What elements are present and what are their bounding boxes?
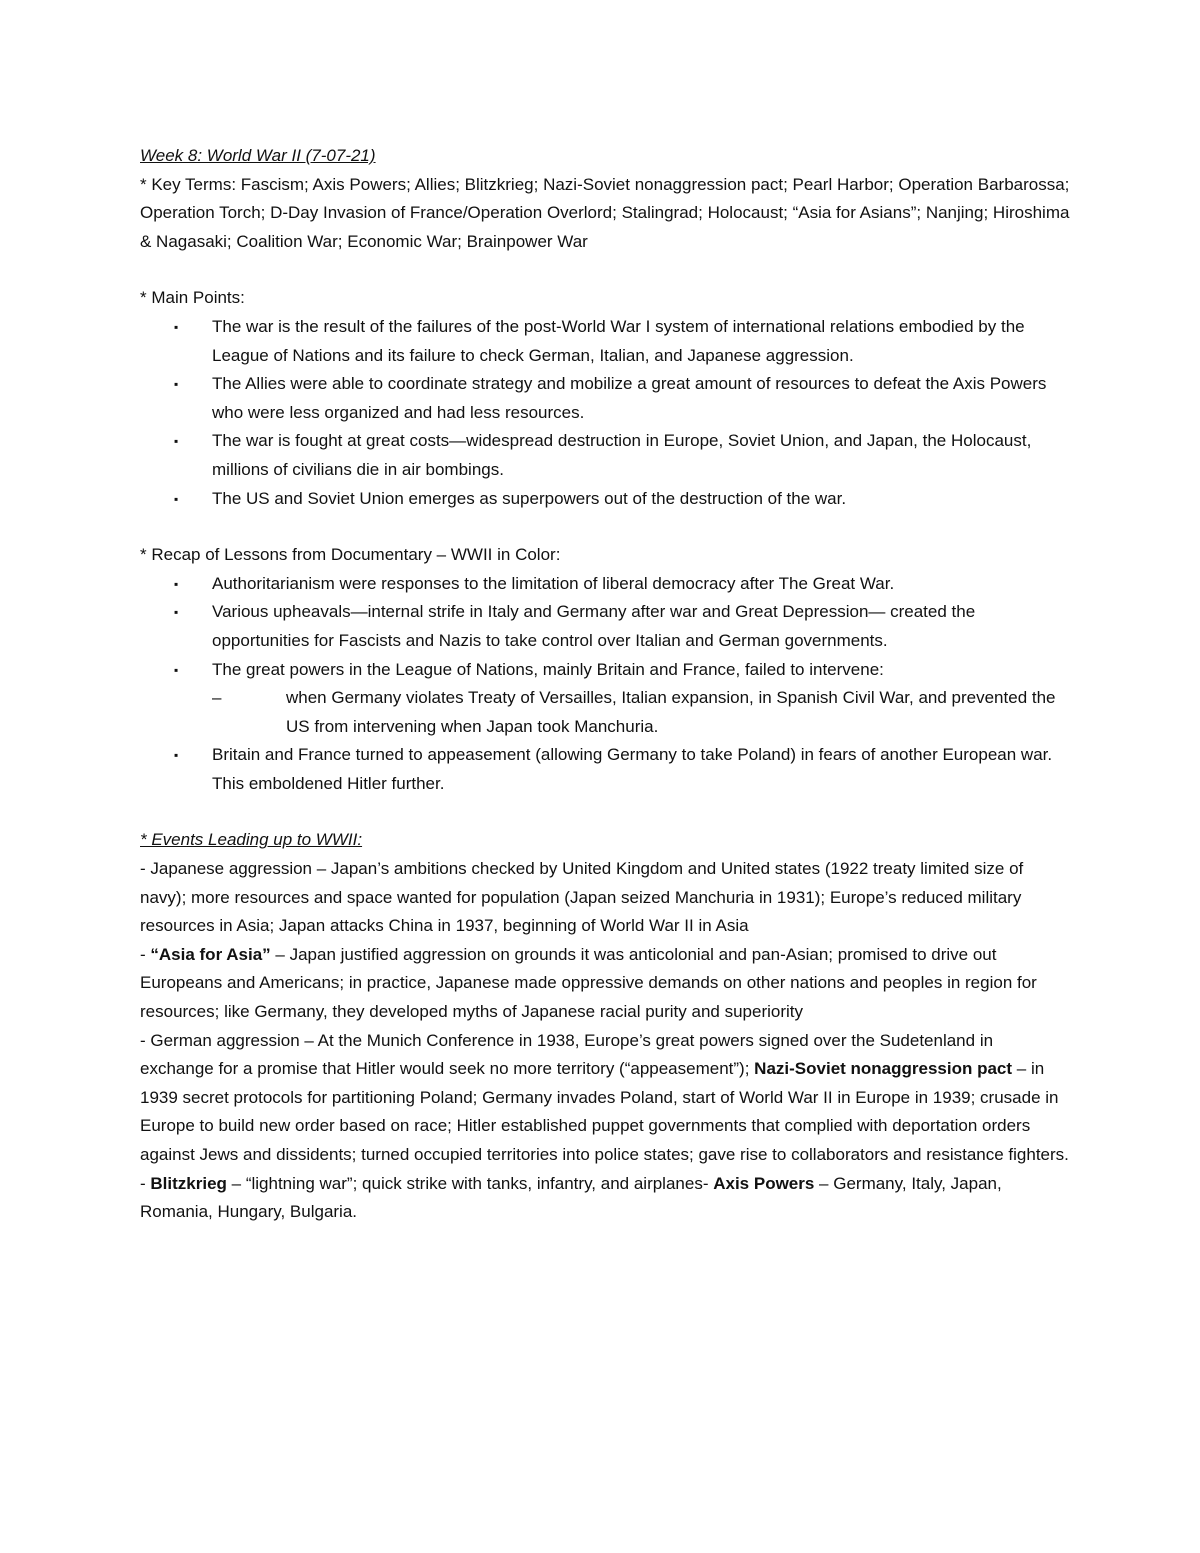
spacer <box>140 798 1070 826</box>
events-paragraph-asia-for-asia <box>140 941 1070 1027</box>
list-item: ▪ The great powers in the League of Nations, mainly Britain and France, failed to intervene: <box>140 656 1070 685</box>
recap-heading: * Recap of Lessons from Documentary – WWII in Color: <box>140 545 561 565</box>
recap-list <box>140 570 1070 684</box>
recap-list-continued <box>140 741 1070 798</box>
recap-sublist <box>140 684 1070 741</box>
bold-term: “Asia for Asia” <box>150 944 271 964</box>
document-title: Week 8: World War II (7-07-21) <box>140 146 376 165</box>
list-item: ▪ The US and Soviet Union emerges as superpowers out of the destruction of the war. <box>140 485 1070 514</box>
list-item: ▪ Various upheavals—internal strife in Italy and Germany after war and Great Depression— created the opportunities for Fascists and Nazis to take control over Italian and German governments. <box>140 598 1070 655</box>
events-paragraph-blitzkrieg <box>140 1170 1070 1227</box>
text-span: – “lightning war”; quick strike with tanks, infantry, and airplanes- <box>226 1173 714 1193</box>
events-heading: * Events Leading up to WWII: <box>140 830 363 850</box>
text-span: – Germany, Italy, Japan, Romania, Hungary, Bulgaria. <box>140 1173 1002 1222</box>
bold-term: Nazi-Soviet nonaggression pact <box>754 1059 1013 1079</box>
list-item: ▪ Authoritarianism were responses to the limitation of liberal democracy after The Great War. <box>140 570 1070 599</box>
spacer <box>140 256 1070 284</box>
text-span: – Japan justified aggression on grounds it was anticolonial and pan-Asian; promised to drive out Europeans and Americans; in practice, Japanese made oppressive demands on other nations and peoples in region for resources; like Germany, they developed myths of Japanese racial purity and superiority <box>140 944 1037 1022</box>
list-item: ▪ The war is fought at great costs—widespread destruction in Europe, Soviet Union, and Japan, the Holocaust, millions of civilians die in air bombings. <box>140 427 1070 484</box>
document-page <box>140 142 1070 1227</box>
main-points-list <box>140 313 1070 513</box>
text-span: - German aggression – At the Munich Conference in 1938, Europe’s great powers signed over the Sudetenland in exchange for a promise that Hitler would seek no more territory (“appeasement”); <box>140 1030 994 1079</box>
bold-term: Blitzkrieg <box>150 1173 227 1193</box>
text-span: – in 1939 secret protocols for partitioning Poland; Germany invades Poland, start of World War II in Europe in 1939; crusade in Europe to build new order based on race; Hitler established puppet governments that complied with deportation orders against Jews and dissidents; turned occupied territories into police states; gave rise to collaborators and resistance fighters. <box>140 1059 1069 1164</box>
main-points-heading: * Main Points: <box>140 288 245 308</box>
text-span: - <box>140 944 151 964</box>
bold-term: Axis Powers <box>713 1173 815 1193</box>
events-paragraph-japanese-aggression: - Japanese aggression – Japan’s ambitions checked by United Kingdom and United states (1922 treaty limited size of navy); more resources and space wanted for population (Japan seized Manchuria in 1931); Europe’s reduced military resources in Asia; Japan attacks China in 1937, beginning of World War II in Asia <box>140 859 1024 936</box>
sub-list-item: – when Germany violates Treaty of Versailles, Italian expansion, in Spanish Civil War, and prevented the US from intervening when Japan took Manchuria. <box>212 684 1070 741</box>
text-span: - <box>140 1173 151 1193</box>
list-item: ▪ The Allies were able to coordinate strategy and mobilize a great amount of resources to defeat the Axis Powers who were less organized and had less resources. <box>140 370 1070 427</box>
events-paragraph-german-aggression <box>140 1027 1070 1170</box>
list-item: ▪ Britain and France turned to appeasement (allowing Germany to take Poland) in fears of another European war. This emboldened Hitler further. <box>140 741 1070 798</box>
key-terms: * Key Terms: Fascism; Axis Powers; Allies; Blitzkrieg; Nazi-Soviet nonaggression pact; Pearl Harbor; Operation Barbarossa; Operation Torch; D-Day Invasion of France/Operation Overlord; Stalingrad; Holocaust; “Asia for Asians”; Nanjing; Hiroshima & Nagasaki; Coalition War; Economic War; Brainpower War <box>140 174 1070 251</box>
spacer <box>140 513 1070 541</box>
list-item: ▪ The war is the result of the failures of the post-World War I system of international relations embodied by the League of Nations and its failure to check German, Italian, and Japanese aggression. <box>140 313 1070 370</box>
